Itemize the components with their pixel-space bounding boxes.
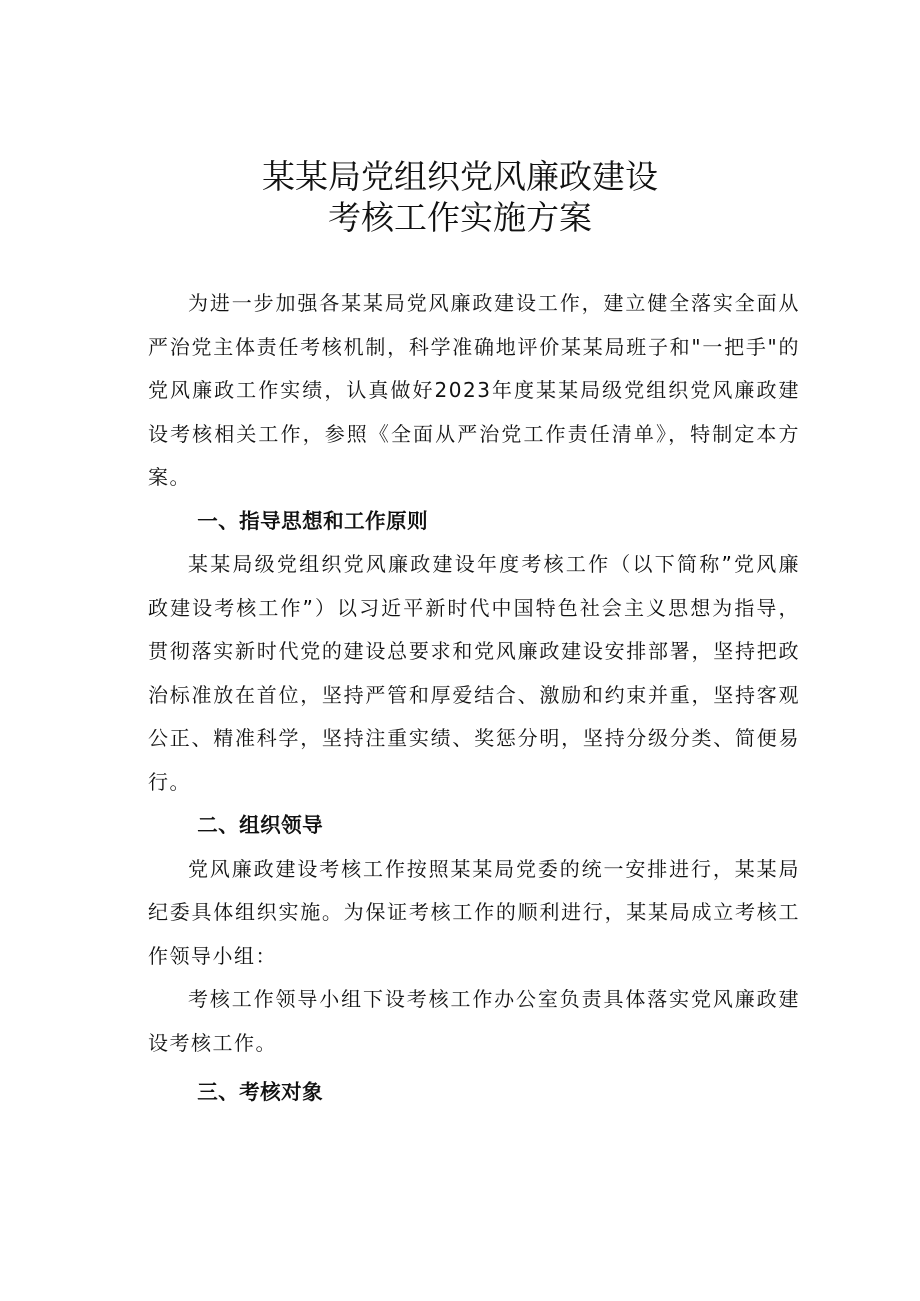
- section-2-paragraph-1: 党风廉政建设考核工作按照某某局党委的统一安排进行，某某局纪委具体组织实施。为保证考核工作的顺利进行，某某局成立考核工作领导小组：: [148, 856, 800, 968]
- document-body: [148, 282, 800, 1115]
- section-1-paragraph-1: 某某局级党组织党风廉政建设年度考核工作（以下简称”党风廉政建设考核工作”）以习近平新时代中国特色社会主义思想为指导，贯彻落实新时代党的建设总要求和党风廉政建设安排部署，坚持把政治标准放在首位，坚持严管和厚爱结合、激励和约束并重，坚持客观公正、精准科学，坚持注重实绩、奖惩分明，坚持分级分类、简便易行。: [148, 552, 800, 794]
- section-2-paragraph-2: 考核工作领导小组下设考核工作办公室负责具体落实党风廉政建设考核工作。: [148, 987, 800, 1055]
- section-heading-3: 三、考核对象: [197, 1080, 324, 1104]
- document-title-line-1: 某某局党组织党风廉政建设: [262, 157, 658, 196]
- document-title-line-2: 考核工作实施方案: [328, 198, 592, 237]
- section-heading-2: 二、组织领导: [197, 813, 324, 837]
- intro-paragraph: 为进一步加强各某某局党风廉政建设工作，建立健全落实全面从严治党主体责任考核机制，科学准确地评价某某局班子和"一把手"的党风廉政工作实绩，认真做好2023年度某某局级党组织党风廉政建设考核相关工作，参照《全面从严治党工作责任清单》，特制定本方案。: [148, 291, 800, 489]
- section-heading-1: 一、指导思想和工作原则: [197, 508, 429, 533]
